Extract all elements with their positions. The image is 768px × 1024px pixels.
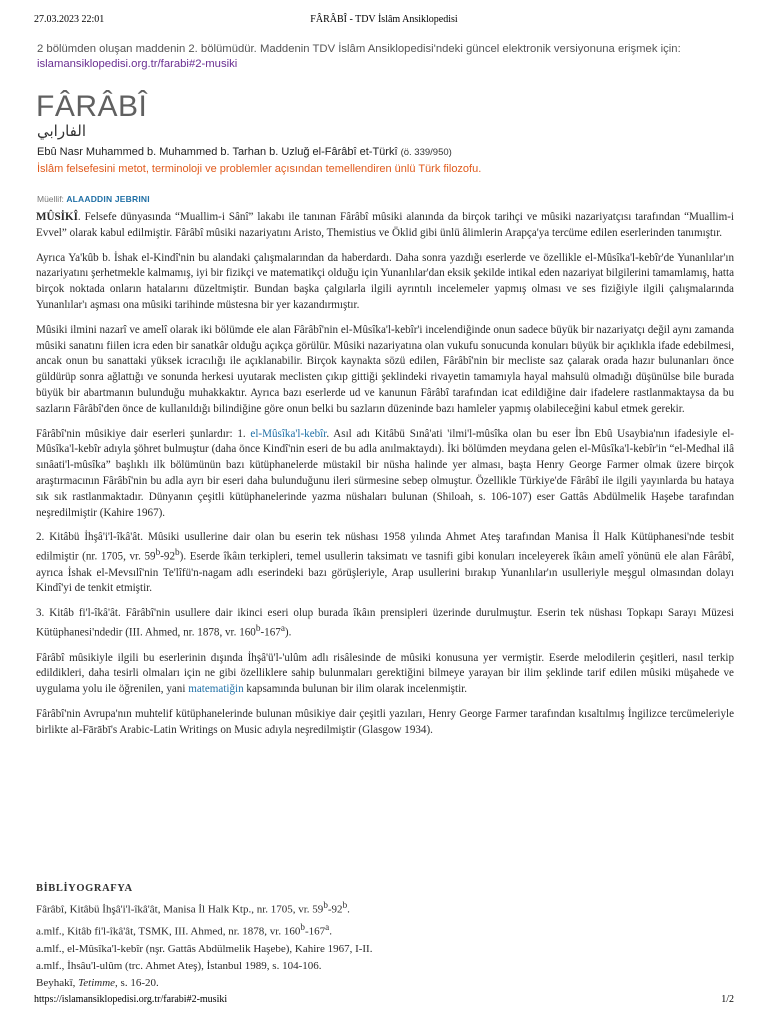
author-line bbox=[37, 194, 150, 204]
p6-b: -167 bbox=[260, 626, 281, 639]
author-name[interactable]: ALAADDIN JEBRINI bbox=[66, 194, 150, 204]
print-footer bbox=[34, 994, 734, 1005]
entry-summary: İslâm felsefesini metot, terminoloji ve problemler açısından temellendiren ünlü Türk filozofu. bbox=[37, 163, 482, 175]
paragraph-8: Fârâbî'nin Avrupa'nın muhtelif kütüphanelerinde bulunan mûsikiye dair çeşitli yazıları, Henry George Farmer tarafından kısaltılmış İngilizce tercümeleriyle birlikte al-Fārābī's Arabic-Latin Writings on Music adıyla neşredilmiştir (Glasgow 1934). bbox=[36, 707, 734, 736]
p6-a: 3. Kitâb fi'l-îkâ'ât. Fârâbî'nin usullere dair ikinci eseri olup burada îkâın prensipleri üzerinde durulmuştur. Eserin tek nüshası Topkapı Sarayı Müzesi Kütüphanesi'ndedir (III. Ahmed, nr. 1878, vr. 160 bbox=[36, 607, 734, 639]
entry-title: FÂRÂBÎ bbox=[36, 90, 148, 123]
paragraph-5 bbox=[36, 530, 734, 597]
article-body bbox=[36, 210, 734, 747]
bib-entry: a.mlf., İhsâu'l-ulûm (trc. Ahmet Ateş), İstanbul 1989, s. 104-106. bbox=[36, 960, 322, 973]
version-notice bbox=[37, 42, 738, 72]
bib-2-sup2: a bbox=[325, 922, 330, 933]
death-date: (ö. 339/950) bbox=[400, 147, 452, 158]
footer-url: https://islamansiklopedisi.org.tr/farabi#2-musiki bbox=[34, 994, 228, 1005]
bib-5-italic: Tetimme bbox=[78, 977, 116, 990]
bib-1-sup2: b bbox=[342, 900, 348, 911]
paragraph-4 bbox=[36, 427, 734, 522]
print-datetime: 27.03.2023 22:01 bbox=[34, 14, 105, 25]
bib-2-b: -167 bbox=[304, 925, 326, 938]
paragraph-1-text: . Felsefe dünyasında “Muallim-i Sânî” lakabı ile tanınan Fârâbî mûsiki alanında da birçok tarihçi ve mûsiki nazariyatçısı tarafından “Muallim-i Evvel” olarak kabul edilmiştir. Fârâbî mûsiki nazariyatını Aristo, Themistius ve Öklid gibi ünlü âlimlerin Arapça'ya tercüme edilen eserlerinden tanımıştır. bbox=[36, 211, 734, 239]
p7-b: kapsamında bulunan bir ilim olarak incelenmiştir. bbox=[243, 683, 468, 696]
matematik-link[interactable]: matematiğin bbox=[188, 683, 244, 696]
musika-kebir-link[interactable]: el-Mûsîka'l-kebîr bbox=[250, 427, 327, 440]
full-name-text: Ebû Nasr Muhammed b. Muhammed b. Tarhan b. Uzluğ el-Fârâbî et-Türkî bbox=[37, 146, 398, 158]
bibliography bbox=[36, 880, 734, 993]
bib-2-a: a.mlf., Kitâb fi'l-îkâ'ât, TSMK, III. Ahmed, nr. 1878, vr. 160 bbox=[36, 925, 301, 938]
p6-c: ). bbox=[284, 626, 292, 639]
bib-5-a: Beyhakī, bbox=[36, 977, 79, 990]
bibliography-heading: BİBLİYOGRAFYA bbox=[36, 883, 133, 894]
p6-sup1: b bbox=[255, 624, 261, 635]
arabic-title: الفارابي bbox=[37, 122, 86, 140]
full-name bbox=[37, 146, 452, 158]
bib-5-b: , s. 16-20. bbox=[115, 977, 159, 990]
bib-2-sup1: b bbox=[300, 922, 305, 933]
bib-1-b: -92 bbox=[327, 903, 343, 916]
bib-entry: a.mlf., el-Mûsîka'l-kebîr (nşr. Gattâs Abdülmelik Haşebe), Kahire 1967, I-II. bbox=[36, 942, 373, 955]
paragraph-1 bbox=[36, 210, 734, 242]
p7-a: Fârâbî mûsikiyle ilgili bu eserlerinin dışında İhşâ'ü'l-'ulûm adlı risâlesinde de mûsiki konusuna yer vermiştir. Eserde melodilerin çeşitleri, nasıl terkip edildikleri, daha tesirli olmaları için ne gibi özelliklere sahip bulunmaları gerektiğini bilmeye yarayan bir ilim şeklinde tarif edilen mûsiki müşahede ve uygulama yolu ile öğrenilen, yani bbox=[36, 651, 734, 696]
page-number: 1/2 bbox=[721, 994, 734, 1005]
p5-c: ). Eserde îkâın terkipleri, temel usullerin taksimatı ve tasnifi gibi konuları inceleyerek îkâın amelî yönünü ele alan Fârâbî, ayrıca İshak el-Mevsılî'nin Te'lîfü'n-nagam adlı eserindeki bazı görüşleriyle, Arap usullerini bırakıp Yunanlılar'ın usulleriyle meşgul olmasından dolayı Kindî'yi de tenkit etmiştir. bbox=[36, 550, 734, 595]
section-lead: MÛSİKÎ bbox=[36, 211, 78, 223]
bib-1-c: . bbox=[347, 903, 350, 916]
notice-text: 2 bölümden oluşan maddenin 2. bölümüdür. Maddenin TDV İslâm Ansiklopedisi'ndeki güncel elektronik versiyonuna erişmek için: bbox=[37, 43, 681, 55]
p5-sup1: b bbox=[155, 548, 161, 559]
author-label: Müellif: bbox=[37, 194, 64, 204]
bib-entry bbox=[36, 919, 734, 941]
paragraph-2: Ayrıca Ya'kûb b. İshak el-Kindî'nin bu alandaki çalışmalarından da haberdardı. Daha sonra yazdığı eserlerde ve özellikle el-Mûsîka'l-kebîr'de Yunanlılar'ın nazariyatını şerhetmekle kalmamış, iyi bir fizikçi ve matematikçi olduğu için Yunanlılar'dan eksik şekilde intikal eden nazariyat bilgilerini tamamlamış, hatta birçok noktada onların hatalarını düzeltmiştir. Bundan başka çalgılarla ilgili ayrıntılı incelemeler yapmış olması ve ses fiziğiyle ilgili çalışmalarında Yunanlılar'ı aşması ona mûsiki tarihinde müstesna bir yer kazandırmıştır. bbox=[36, 251, 734, 311]
bib-entry bbox=[36, 897, 734, 919]
print-header bbox=[34, 14, 734, 28]
bib-entry bbox=[36, 975, 734, 992]
paragraph-3: Mûsiki ilmini nazarî ve amelî olarak iki bölümde ele alan Fârâbî'nin el-Mûsîka'l-kebîr'i incelendiğinde onun sadece büyük bir nazariyatçı değil aynı zamanda mûsiki sanatını fiilen icra eden bir sanatkâr olduğu açıkça görülür. Mûsiki nazariyatına olan vukufu sonucunda konuları büyük bir açıklıkla ifade edebilmesi, ancak onun bu sanattaki yüksek icracılığı ile açıklanabilir. Birçok kaynakta sözü edilen, Fârâbî'nin bir mecliste saz çalarak orada hazır bulunanları önce güldürüp sonra ağlattığı ve sonunda herkesi uyutarak meclisten çıkıp gittiği şeklindeki rivayetin tamamıyla hayal mahsulü olmadığı düşünülse bile burada büyük bir abartmanın bulunduğu muhakkaktır. Ayrıca bazı eserlerde ud ve kanunun Fârâbî tarafından icat edildiğine dair ifadelere rastlanmaktaysa da bu sazların Fârâbî'den önce de kullanıldığı bilindiğine göre onun belki bu sazların düzeninde bazı hamleler yapmış olabileceğini kabul etmek gerekir. bbox=[36, 323, 734, 415]
paragraph-6 bbox=[36, 606, 734, 641]
paragraph-4-text-b: . Asıl adı Kitâbü Sınâ'ati 'ilmi'l-mûsîka olan bu eser İbn Ebû Usaybia'nın ifadesiyle el-Mûsîka'l-kebîr adıyla şöhret bulmuştur (daha önce Kindî'nin eseri de bu adla anılmaktaydı). İki bölümden meydana gelen el-Mûsîka'l-kebîr'in “el-Medhal ilâ sınâati'l-mûsîka” başlıklı ilk bölümünün bazı kütüphanelerde müstakil bir nüsha halinde yer alması, başta Henry George Farmer olmak üzere birçok araştırmacının Fârâbî'nin bu adla ayrı bir eseri daha bulunduğunu ileri sürmesine sebep olmuştur. Özellikle Türkiye'de Fârâbî ile ilgili yayınlarda bu hataya sık sık rastlanmaktadır. Dünyanın çeşitli kütüphanelerinde yazma nüshaları bulunan (Shiloah, s. 106-107) eser Gattâs Abdülmelik Haşebe tarafından neşredilmiştir (Kahire 1967). bbox=[36, 427, 734, 519]
paragraph-7 bbox=[36, 651, 734, 698]
p6-sup2: a bbox=[280, 624, 285, 635]
paragraph-4-text-a: Fârâbî'nin mûsikiye dair eserleri şunlardır: 1. bbox=[36, 427, 251, 440]
bib-1-a: Fârâbî, Kitâbü İhşâ'i'l-îkâ'ât, Manisa İl Halk Ktp., nr. 1705, vr. 59 bbox=[36, 903, 324, 916]
p5-sup2: b bbox=[175, 548, 180, 559]
bib-2-c: . bbox=[329, 925, 332, 938]
bib-1-sup1: b bbox=[323, 900, 328, 911]
p5-a: 2. Kitâbü İhşâ'i'l-îkâ'ât. Mûsiki usullerine dair olan bu eserin tek nüshası 1958 yılında Ahmet Ateş tarafından Manisa İl Halk Kütüphanesi'nde tesbit edilmiştir (nr. 1705, vr. 59 bbox=[36, 531, 734, 563]
print-title: FÂRÂBÎ - TDV İslâm Ansiklopedisi bbox=[310, 14, 458, 25]
p5-b: -92 bbox=[160, 550, 176, 563]
notice-link[interactable]: islamansiklopedisi.org.tr/farabi#2-musiki bbox=[37, 58, 238, 70]
